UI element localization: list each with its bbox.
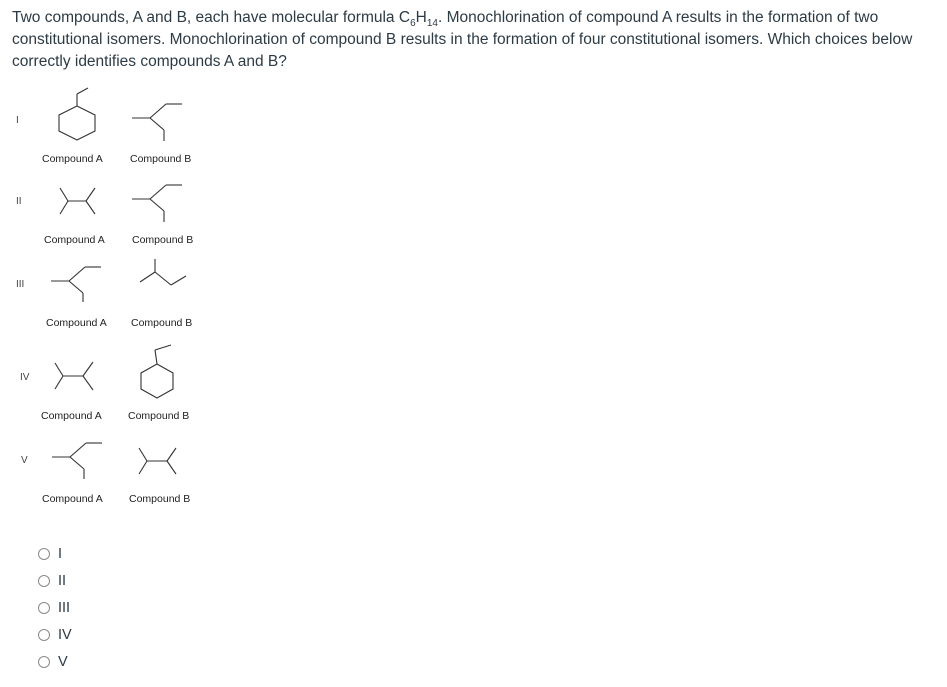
option-label: II xyxy=(58,573,67,589)
option-iii[interactable] xyxy=(38,598,70,618)
option-ii[interactable] xyxy=(38,571,66,591)
caption-compound-b: Compound B xyxy=(131,317,193,329)
option-i[interactable] xyxy=(38,544,62,564)
2-methylpentane-icon xyxy=(52,443,102,479)
2,3-dimethylbutane-icon xyxy=(139,448,176,474)
row-numeral: I xyxy=(16,115,19,126)
option-label: I xyxy=(58,546,63,562)
caption-compound-a: Compound A xyxy=(44,234,105,246)
caption-compound-b: Compound B xyxy=(128,410,190,422)
option-label: V xyxy=(58,654,68,670)
option-v[interactable] xyxy=(38,652,68,672)
caption-compound-b: Compound B xyxy=(132,234,194,246)
row-numeral: III xyxy=(16,279,25,290)
radio-button[interactable] xyxy=(38,548,50,560)
option-iv[interactable] xyxy=(38,625,72,645)
option-label: IV xyxy=(58,627,72,643)
radio-button[interactable] xyxy=(38,656,50,668)
question-text: Two compounds, A and B, each have molecular formula $C_6H_{14}$. Monochlorination of compound A results in the formation of two constitutional isomers. Monochlorination of compound B results in the formation of four constitutional isomers. Which choices below correctly identifies compounds A and B? xyxy=(12,9,913,70)
caption-compound-a: Compound A xyxy=(42,493,103,505)
row-numeral: IV xyxy=(20,372,30,383)
caption-compound-a: Compound A xyxy=(42,153,103,165)
option-label: III xyxy=(58,600,71,616)
caption-compound-b: Compound B xyxy=(129,493,191,505)
caption-compound-a: Compound A xyxy=(46,317,107,329)
radio-button[interactable] xyxy=(38,602,50,614)
row-numeral: II xyxy=(16,196,22,207)
caption-compound-b: Compound B xyxy=(130,153,192,165)
row-numeral: V xyxy=(21,455,28,466)
radio-button[interactable] xyxy=(38,629,50,641)
radio-button[interactable] xyxy=(38,575,50,587)
caption-compound-a: Compound A xyxy=(41,410,102,422)
